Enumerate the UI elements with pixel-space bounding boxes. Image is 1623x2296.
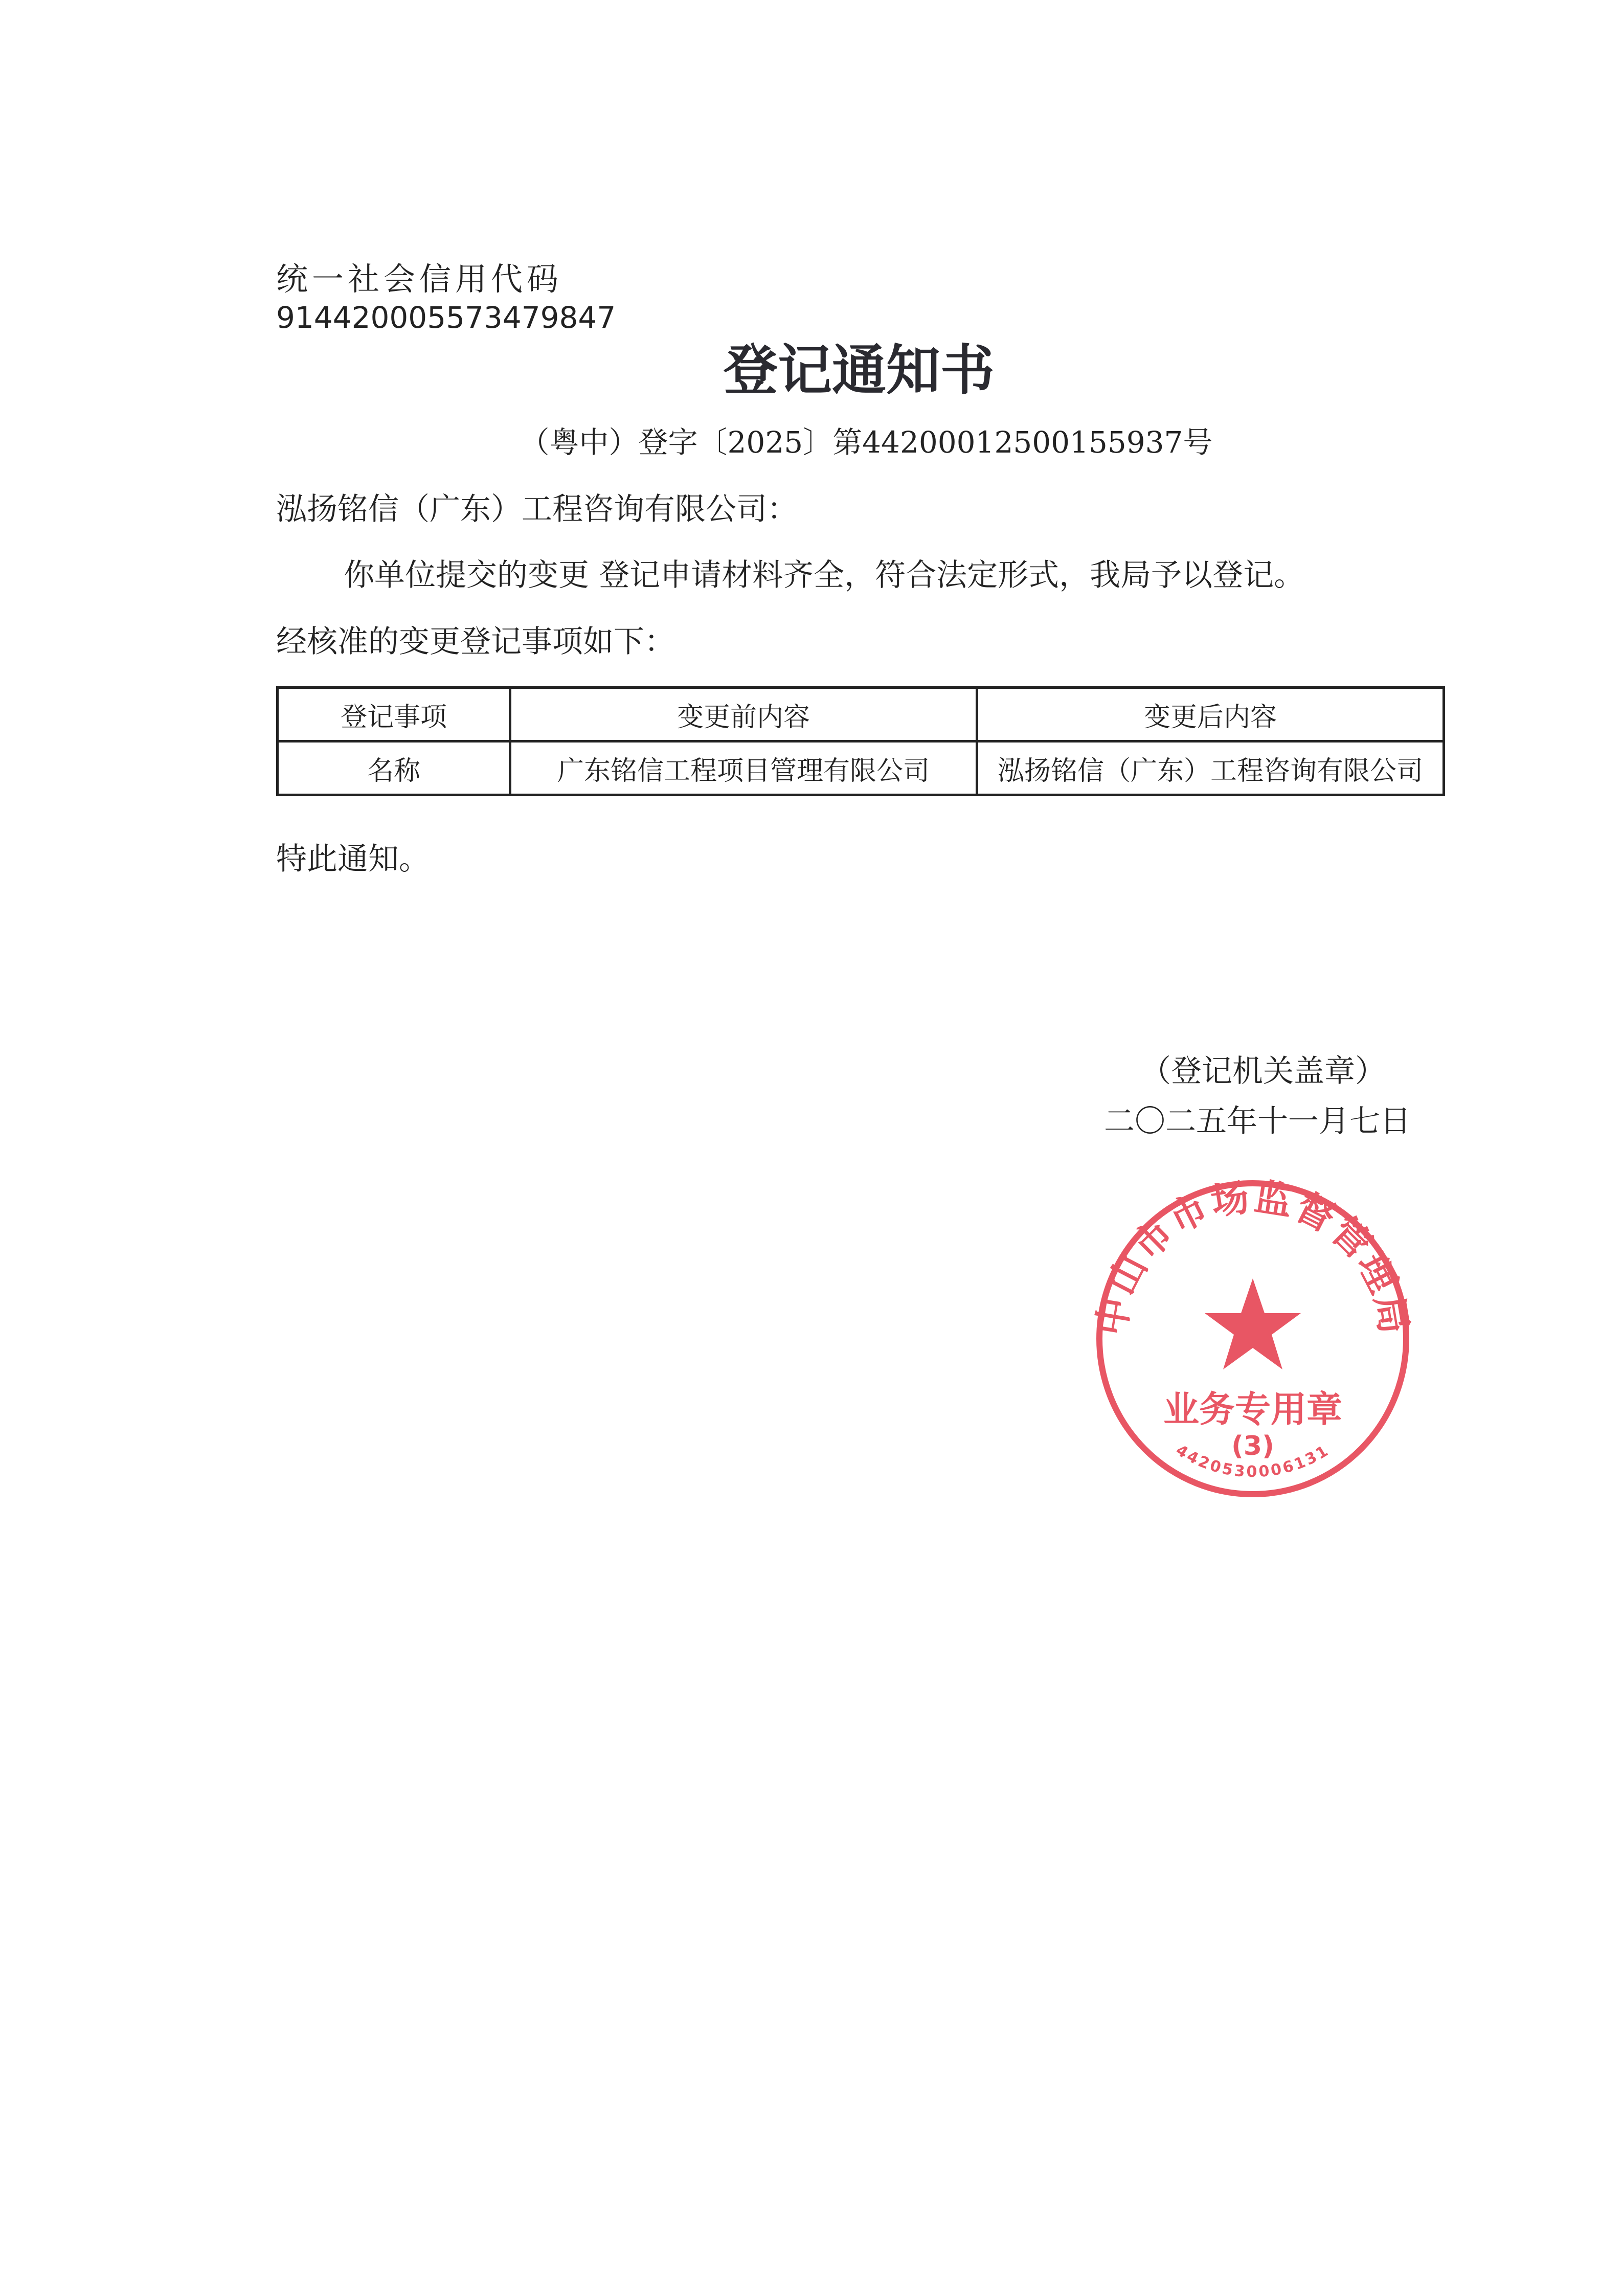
header-cell: 登记事项	[278, 688, 510, 741]
table-cell: 名称	[278, 741, 510, 795]
table-row	[278, 741, 1444, 795]
official-seal	[1089, 1176, 1416, 1503]
table-header-row	[278, 688, 1444, 741]
document-title: 登记通知书	[724, 339, 995, 402]
intro-text: 经核准的变更登记事项如下：	[276, 624, 675, 660]
seal-code-text: 4420530006131	[1173, 1441, 1333, 1481]
seal-note: （登记机关盖章）	[1140, 1053, 1386, 1089]
credit-code: 914420005573479847	[276, 300, 616, 335]
issue-date: 二〇二五年十一月七日	[1104, 1104, 1411, 1139]
header-cell: 变更前内容	[510, 688, 977, 741]
seal-center-text: 业务专用章	[1163, 1388, 1342, 1430]
seal-star-icon	[1205, 1278, 1301, 1369]
closing-text: 特此通知。	[276, 841, 430, 877]
addressee: 泓扬铭信（广东）工程咨询有限公司：	[276, 491, 798, 527]
document-number: （粤中）登字〔2025〕第44200012500155937号	[520, 425, 1213, 460]
seal-outer-text: 中山市市场监督管理局	[1089, 1176, 1416, 1339]
table-cell: 泓扬铭信（广东）工程咨询有限公司	[977, 741, 1444, 795]
credit-code-label: 统一社会信用代码	[276, 260, 563, 298]
seal-number-text: (3)	[1231, 1431, 1274, 1461]
body-text: 你单位提交的变更 登记申请材料齐全，符合法定形式，我局予以登记。	[344, 557, 1305, 593]
table-cell: 广东铭信工程项目管理有限公司	[510, 741, 977, 795]
change-items-table	[276, 686, 1445, 796]
header-cell: 变更后内容	[977, 688, 1444, 741]
